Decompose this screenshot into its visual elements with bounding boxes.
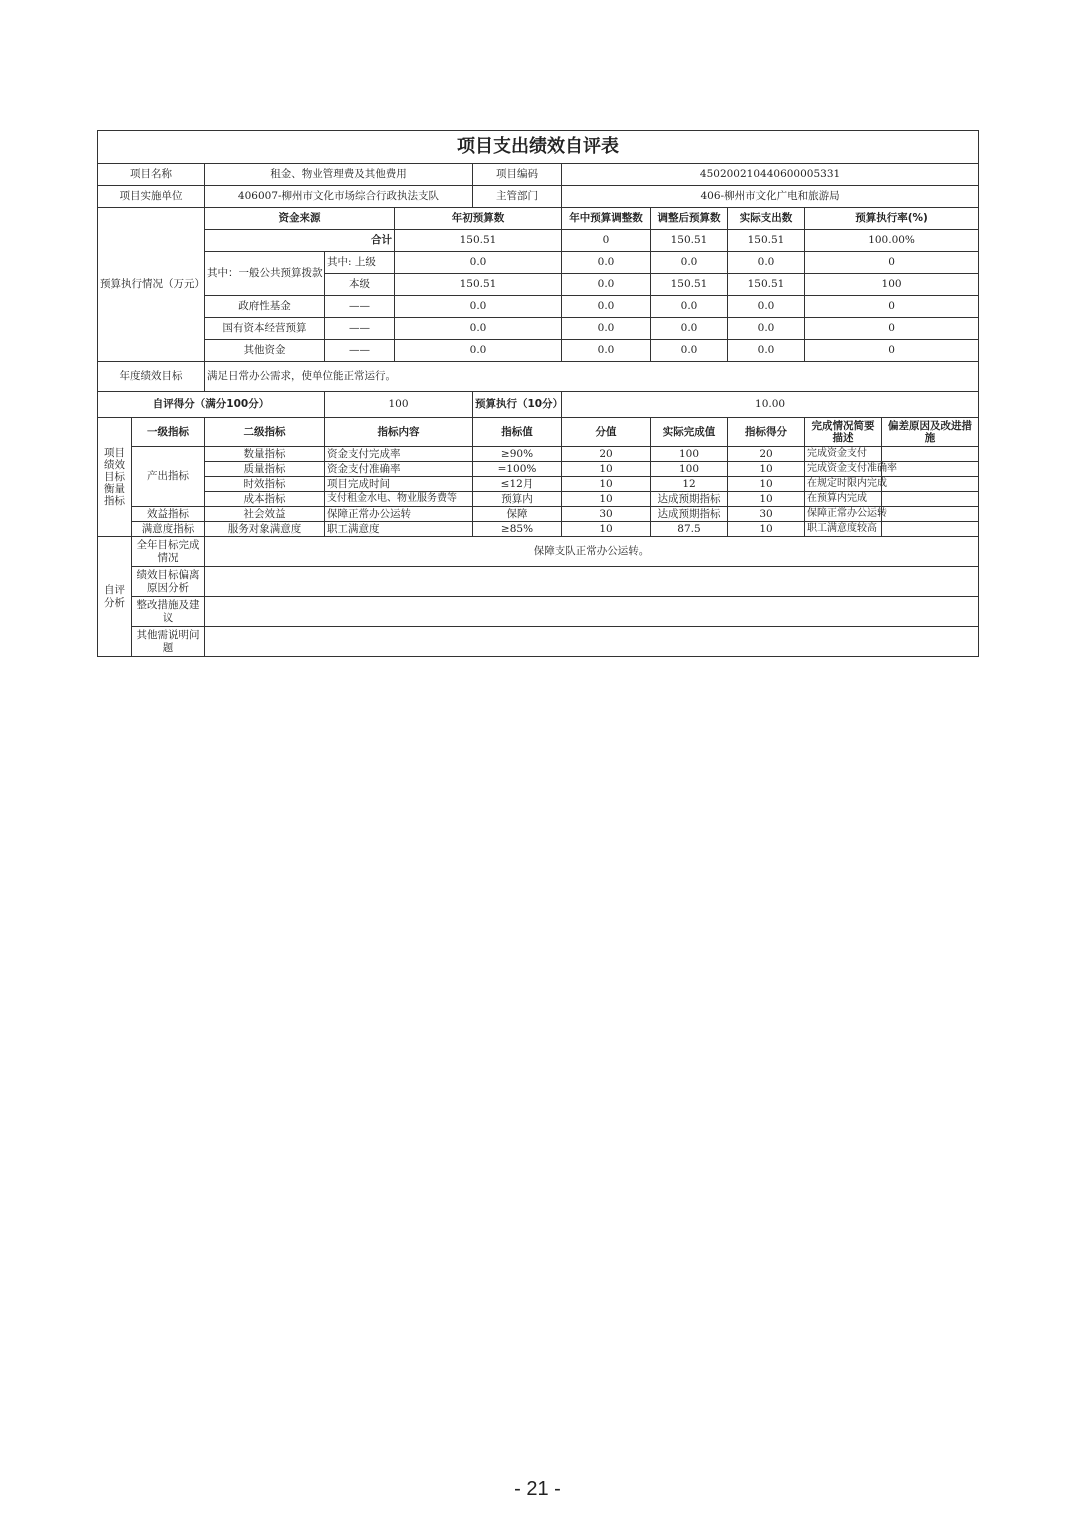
project-name: 租金、物业管理费及其他费用 bbox=[205, 164, 473, 186]
indicator-value: 预算内 bbox=[473, 492, 562, 507]
budget-row-gov-fund bbox=[98, 296, 979, 318]
indicator-actual: 100 bbox=[651, 462, 728, 477]
indicator-actual: 12 bbox=[651, 477, 728, 492]
header-initial: 年初预算数 bbox=[395, 208, 562, 230]
indicator-content: 职工满意度 bbox=[325, 522, 473, 537]
header-source: 资金来源 bbox=[205, 208, 395, 230]
indicator-got: 10 bbox=[728, 492, 805, 507]
output-label: 产出指标 bbox=[132, 447, 205, 507]
indicator-lvl2: 时效指标 bbox=[205, 477, 325, 492]
total-adjust: 0 bbox=[562, 230, 651, 252]
indicator-desc: 完成资金支付 bbox=[805, 447, 882, 462]
other-fund-label: 其他资金 bbox=[205, 340, 325, 362]
header-lvl2: 二级指标 bbox=[205, 418, 325, 447]
indicator-score: 10 bbox=[562, 477, 651, 492]
header-value: 指标值 bbox=[473, 418, 562, 447]
general-budget-label: 其中：一般公共预算拨款 bbox=[205, 252, 325, 296]
gov-fund-actual: 0.0 bbox=[728, 296, 805, 318]
dept: 406-柳州市文化广电和旅游局 bbox=[562, 186, 979, 208]
self-score-label: 自评得分（满分100分） bbox=[98, 392, 325, 418]
indicator-content: 支付租金水电、物业服务费等 bbox=[325, 492, 473, 507]
local-actual: 150.51 bbox=[728, 274, 805, 296]
table-row bbox=[98, 447, 979, 462]
gov-fund-dash: —— bbox=[325, 296, 395, 318]
upper-label: 其中: 上级 bbox=[325, 252, 395, 274]
other-fund-rate: 0 bbox=[805, 340, 979, 362]
budget-exec-score: 10.00 bbox=[562, 392, 979, 418]
indicator-value: ≥90% bbox=[473, 447, 562, 462]
indicator-value: ≤12月 bbox=[473, 477, 562, 492]
budget-section-label: 预算执行情况（万元） bbox=[98, 208, 205, 362]
header-actual: 实际支出数 bbox=[728, 208, 805, 230]
local-adjusted: 150.51 bbox=[651, 274, 728, 296]
indicator-reason bbox=[882, 477, 979, 492]
indicator-lvl2: 社会效益 bbox=[205, 507, 325, 522]
other-fund-initial: 0.0 bbox=[395, 340, 562, 362]
upper-rate: 0 bbox=[805, 252, 979, 274]
satisfaction-label: 满意度指标 bbox=[132, 522, 205, 537]
state-capital-adjusted: 0.0 bbox=[651, 318, 728, 340]
upper-adjust: 0.0 bbox=[562, 252, 651, 274]
indicator-desc: 保障正常办公运转 bbox=[805, 507, 882, 522]
other-fund-dash: —— bbox=[325, 340, 395, 362]
table-title: 项目支出绩效自评表 bbox=[98, 131, 979, 164]
table-row bbox=[98, 477, 979, 492]
indicator-content: 资金支付准确率 bbox=[325, 462, 473, 477]
project-name-label: 项目名称 bbox=[98, 164, 205, 186]
table-row bbox=[98, 522, 979, 537]
budget-row-state-capital bbox=[98, 318, 979, 340]
indicator-got: 10 bbox=[728, 477, 805, 492]
total-adjusted: 150.51 bbox=[651, 230, 728, 252]
indicator-score: 10 bbox=[562, 492, 651, 507]
performance-self-evaluation-table bbox=[97, 130, 979, 657]
project-code-label: 项目编码 bbox=[473, 164, 562, 186]
state-capital-actual: 0.0 bbox=[728, 318, 805, 340]
total-initial: 150.51 bbox=[395, 230, 562, 252]
total-label: 合计 bbox=[205, 230, 395, 252]
indicator-value: 保障 bbox=[473, 507, 562, 522]
impl-unit-label: 项目实施单位 bbox=[98, 186, 205, 208]
total-rate: 100.00% bbox=[805, 230, 979, 252]
indicator-got: 10 bbox=[728, 462, 805, 477]
indicator-got: 10 bbox=[728, 522, 805, 537]
deviation-text bbox=[205, 567, 979, 597]
gov-fund-adjusted: 0.0 bbox=[651, 296, 728, 318]
indicator-score: 20 bbox=[562, 447, 651, 462]
header-lvl1: 一级指标 bbox=[132, 418, 205, 447]
state-capital-label: 国有资本经营预算 bbox=[205, 318, 325, 340]
state-capital-adjust: 0.0 bbox=[562, 318, 651, 340]
gov-fund-initial: 0.0 bbox=[395, 296, 562, 318]
indicator-desc: 职工满意度较高 bbox=[805, 522, 882, 537]
indicator-lvl2: 成本指标 bbox=[205, 492, 325, 507]
other-issues-text bbox=[205, 627, 979, 657]
impl-unit: 406007-柳州市文化市场综合行政执法支队 bbox=[205, 186, 473, 208]
local-initial: 150.51 bbox=[395, 274, 562, 296]
indicator-content: 保障正常办公运转 bbox=[325, 507, 473, 522]
indicator-actual: 达成预期指标 bbox=[651, 507, 728, 522]
indicator-lvl2: 服务对象满意度 bbox=[205, 522, 325, 537]
header-adjusted: 调整后预算数 bbox=[651, 208, 728, 230]
state-capital-dash: —— bbox=[325, 318, 395, 340]
indicator-got: 20 bbox=[728, 447, 805, 462]
budget-row-other bbox=[98, 340, 979, 362]
completion-label: 全年目标完成情况 bbox=[132, 537, 205, 567]
budget-exec-label: 预算执行（10分） bbox=[473, 392, 562, 418]
indicator-reason bbox=[882, 507, 979, 522]
indicator-score: 10 bbox=[562, 462, 651, 477]
completion-text: 保障支队正常办公运转。 bbox=[205, 537, 979, 567]
header-desc: 完成情况简要描述 bbox=[805, 418, 882, 447]
upper-initial: 0.0 bbox=[395, 252, 562, 274]
table-row bbox=[98, 507, 979, 522]
indicator-lvl2: 数量指标 bbox=[205, 447, 325, 462]
annual-goal-label: 年度绩效目标 bbox=[98, 362, 205, 392]
gov-fund-rate: 0 bbox=[805, 296, 979, 318]
indicator-lvl2: 质量指标 bbox=[205, 462, 325, 477]
total-actual: 150.51 bbox=[728, 230, 805, 252]
other-fund-actual: 0.0 bbox=[728, 340, 805, 362]
upper-actual: 0.0 bbox=[728, 252, 805, 274]
indicator-content: 资金支付完成率 bbox=[325, 447, 473, 462]
self-score: 100 bbox=[325, 392, 473, 418]
indicator-reason bbox=[882, 522, 979, 537]
indicator-actual: 达成预期指标 bbox=[651, 492, 728, 507]
indicator-value: =100% bbox=[473, 462, 562, 477]
budget-row-upper bbox=[98, 252, 979, 274]
indicator-actual: 87.5 bbox=[651, 522, 728, 537]
gov-fund-adjust: 0.0 bbox=[562, 296, 651, 318]
indicator-content: 项目完成时间 bbox=[325, 477, 473, 492]
benefit-label: 效益指标 bbox=[132, 507, 205, 522]
indicator-actual: 100 bbox=[651, 447, 728, 462]
other-fund-adjusted: 0.0 bbox=[651, 340, 728, 362]
indicator-score: 30 bbox=[562, 507, 651, 522]
header-adjust: 年中预算调整数 bbox=[562, 208, 651, 230]
header-score: 分值 bbox=[562, 418, 651, 447]
indicator-score: 10 bbox=[562, 522, 651, 537]
deviation-label: 绩效目标偏离原因分析 bbox=[132, 567, 205, 597]
measures-label: 整改措施及建议 bbox=[132, 597, 205, 627]
local-label: 本级 bbox=[325, 274, 395, 296]
header-content: 指标内容 bbox=[325, 418, 473, 447]
page-number: - 21 - bbox=[514, 1478, 561, 1500]
indicator-value: ≥85% bbox=[473, 522, 562, 537]
indicator-reason bbox=[882, 492, 979, 507]
local-rate: 100 bbox=[805, 274, 979, 296]
state-capital-initial: 0.0 bbox=[395, 318, 562, 340]
header-actual-value: 实际完成值 bbox=[651, 418, 728, 447]
indicator-got: 30 bbox=[728, 507, 805, 522]
other-issues-label: 其他需说明问题 bbox=[132, 627, 205, 657]
indicator-desc: 完成资金支付准确率 bbox=[805, 462, 882, 477]
table-row bbox=[98, 492, 979, 507]
budget-row-total bbox=[98, 230, 979, 252]
gov-fund-label: 政府性基金 bbox=[205, 296, 325, 318]
dept-label: 主管部门 bbox=[473, 186, 562, 208]
upper-adjusted: 0.0 bbox=[651, 252, 728, 274]
indicator-desc: 在预算内完成 bbox=[805, 492, 882, 507]
state-capital-rate: 0 bbox=[805, 318, 979, 340]
header-rate: 预算执行率(%) bbox=[805, 208, 979, 230]
measures-text bbox=[205, 597, 979, 627]
indicator-section-label: 项目绩效目标衡量指标 bbox=[98, 418, 132, 537]
other-fund-adjust: 0.0 bbox=[562, 340, 651, 362]
project-code: 450200210440600005331 bbox=[562, 164, 979, 186]
table-row bbox=[98, 462, 979, 477]
local-adjust: 0.0 bbox=[562, 274, 651, 296]
annual-goal: 满足日常办公需求，使单位能正常运行。 bbox=[205, 362, 979, 392]
indicator-reason bbox=[882, 447, 979, 462]
indicator-desc: 在规定时限内完成 bbox=[805, 477, 882, 492]
header-got: 指标得分 bbox=[728, 418, 805, 447]
analysis-section-label: 自评分析 bbox=[98, 537, 132, 657]
header-reason: 偏差原因及改进措施 bbox=[882, 418, 979, 447]
